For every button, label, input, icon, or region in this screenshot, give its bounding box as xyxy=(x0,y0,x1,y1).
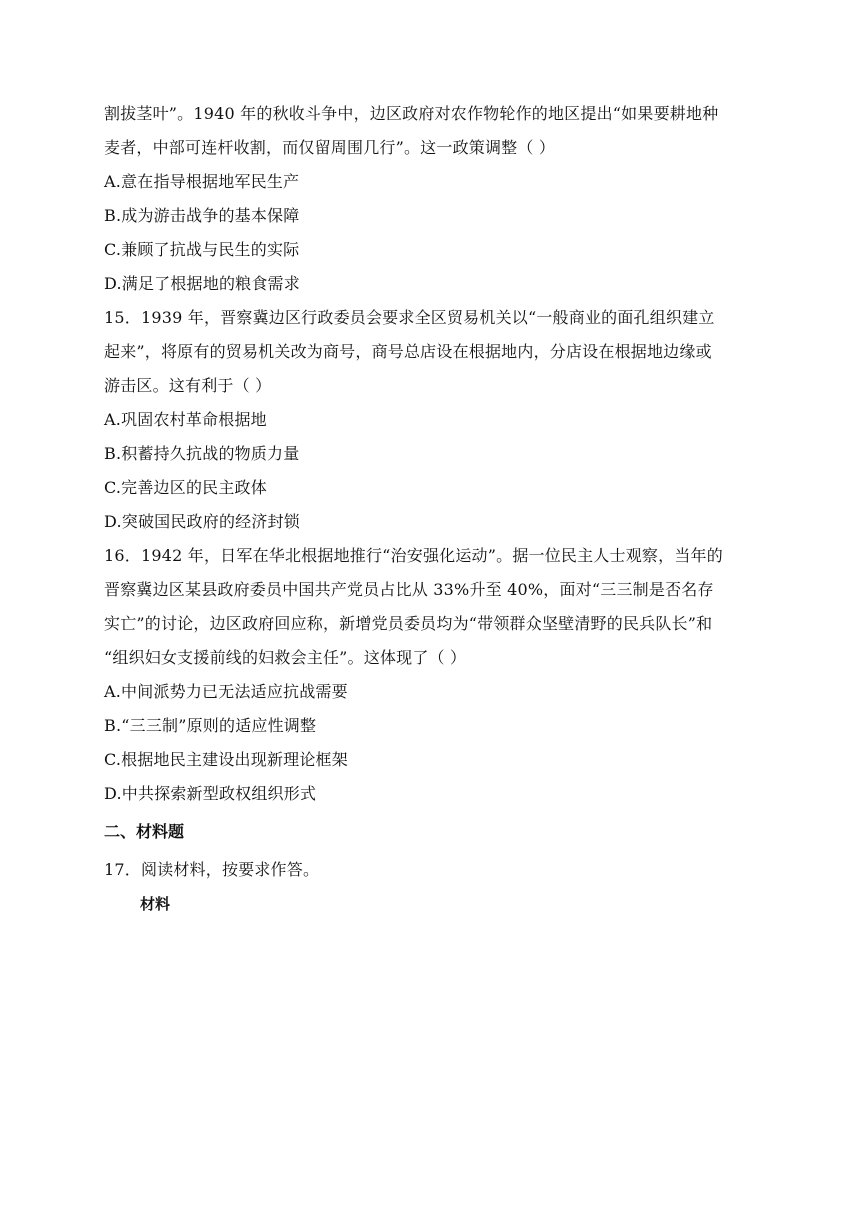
question-14-text-line: 麦者，中部可连杆收割，而仅留周围几行”。这一政策调整（ ） xyxy=(104,138,556,157)
question-16-text-line: 实亡”的讨论，边区政府回应称，新增党员委员均为“带领群众坚壁清野的民兵队长”和 xyxy=(104,614,713,633)
question-15-option-d: D.突破国民政府的经济封锁 xyxy=(104,512,300,531)
question-14-text-line: 割拔茎叶”。1940 年的秋收斗争中，边区政府对农作物轮作的地区提出“如果要耕地种 xyxy=(104,104,719,123)
question-16-option-a: A.中间派势力已无法适应抗战需要 xyxy=(104,682,348,701)
question-15-text-line: 游击区。这有利于（ ） xyxy=(104,376,272,395)
question-14-option-a: A.意在指导根据地军民生产 xyxy=(104,172,300,191)
question-15-option-a: A.巩固农村革命根据地 xyxy=(104,410,267,429)
question-15-option-b: B.积蓄持久抗战的物质力量 xyxy=(104,444,300,463)
question-16-text-line: 16．1942 年，日军在华北根据地推行“治安强化运动”。据一位民主人士观察，当年的 xyxy=(104,546,723,565)
question-15-text-line: 起来”，将原有的贸易机关改为商号，商号总店设在根据地内，分店设在根据地边缘或 xyxy=(104,342,712,361)
document-page xyxy=(104,97,764,921)
question-15-option-c: C.完善边区的民主政体 xyxy=(104,478,267,497)
question-14-option-c: C.兼顾了抗战与民生的实际 xyxy=(104,240,300,259)
question-14-option-b: B.成为游击战争的基本保障 xyxy=(104,206,300,225)
question-16-option-b: B.“三三制”原则的适应性调整 xyxy=(104,716,317,735)
question-15-text-line: 15．1939 年，晋察冀边区行政委员会要求全区贸易机关以“一般商业的面孔组织建立 xyxy=(104,308,715,327)
question-17-text-line: 17．阅读材料，按要求作答。 xyxy=(104,860,320,879)
question-16-text-line: “组织妇女支援前线的妇救会主任”。这体现了（ ） xyxy=(104,648,467,667)
material-label: 材料 xyxy=(140,895,171,913)
question-16-option-c: C.根据地民主建设出现新理论框架 xyxy=(104,750,348,769)
question-14-option-d: D.满足了根据地的粮食需求 xyxy=(104,274,300,293)
section-title-material: 二、材料题 xyxy=(104,822,185,841)
question-16-option-d: D.中共探索新型政权组织形式 xyxy=(104,784,317,803)
question-16-text-line: 晋察冀边区某县政府委员中国共产党员占比从 33%升至 40%，面对“三三制是否名存 xyxy=(104,580,714,599)
